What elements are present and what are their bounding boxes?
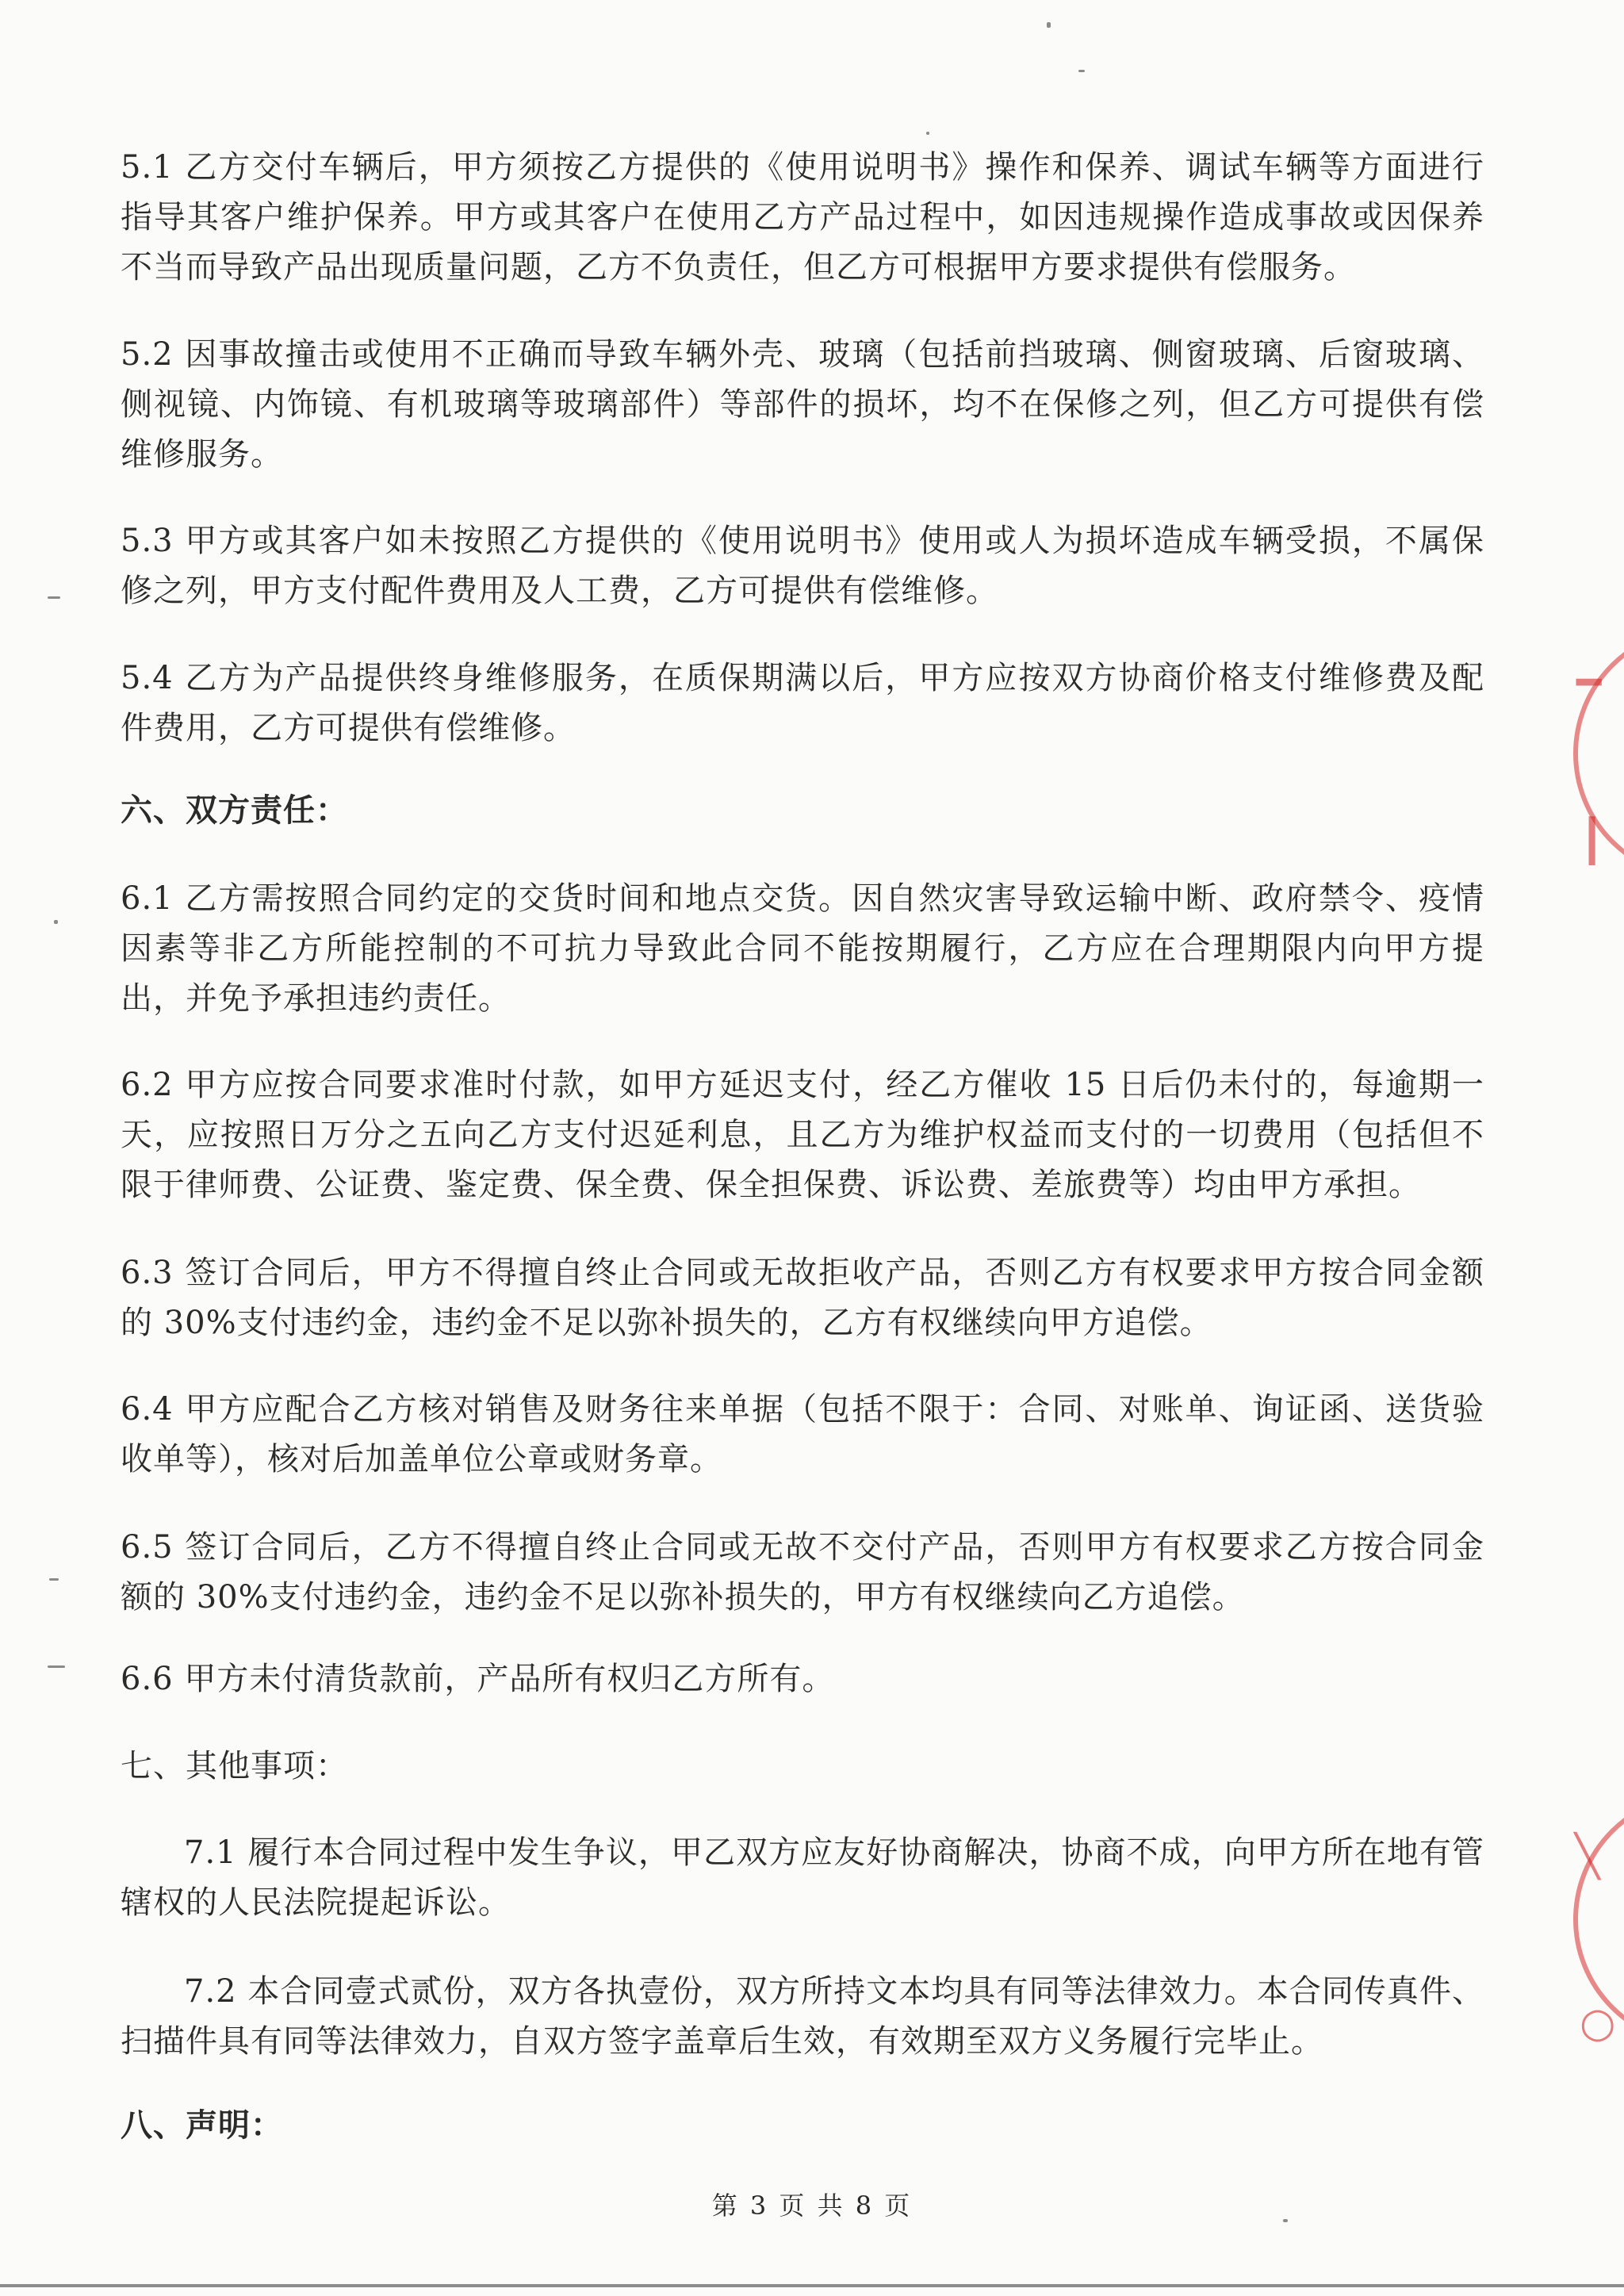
clause-7-2: 7.2 本合同壹式贰份，双方各执壹份，双方所持文本均具有同等法律效力。本合同传真件、扫描件具有同等法律效力，自双方签字盖章后生效，有效期至双方义务履行完毕止。 (121, 1973, 1484, 2060)
clause-5-1: 5.1 乙方交付车辆后，甲方须按乙方提供的《使用说明书》操作和保养、调试车辆等方面进行指导其客户维护保养。甲方或其客户在使用乙方产品过程中，如因违规操作造成事故或因保养不当而导致产品出现质量问题，乙方不负责任，但乙方可根据甲方要求提供有偿服务。 (121, 149, 1484, 286)
clause-5-4: 5.4 乙方为产品提供终身维修服务，在质保期满以后，甲方应按双方协商价格支付维修费及配件费用，乙方可提供有偿维修。 (121, 660, 1484, 746)
clause-5-2: 5.2 因事故撞击或使用不正确而导致车辆外壳、玻璃（包括前挡玻璃、侧窗玻璃、后窗玻璃、侧视镜、内饰镜、有机玻璃等玻璃部件）等部件的损坏，均不在保修之列，但乙方可提供有偿维修服务。 (121, 336, 1484, 473)
section-8-heading: 八、声明： (121, 2106, 283, 2144)
clause-6-4: 6.4 甲方应配合乙方核对销售及财务往来单据（包括不限于：合同、对账单、询证函、送货验收单等），核对后加盖单位公章或财务章。 (121, 1391, 1484, 1478)
seal-mark-top-2: ┃ (1580, 817, 1605, 865)
clause-7-1: 7.1 履行本合同过程中发生争议，甲乙双方应友好协商解决，协商不成，向甲方所在地有管辖权的人民法院提起诉讼。 (121, 1834, 1484, 1921)
seal-mark-bottom-2: ○ (1580, 1999, 1616, 2047)
clause-6-2: 6.2 甲方应按合同要求准时付款，如甲方延迟支付，经乙方催收 15 日后仍未付的，每逾期一天，应按照日万分之五向乙方支付迟延利息，且乙方为维护权益而支付的一切费用（包括但不限于律师费、公证费、鉴定费、保全费、保全担保费、诉讼费、差旅费等）均由甲方承担。 (121, 1067, 1484, 1203)
red-seal-top-partial (1568, 611, 1624, 944)
section-6-heading: 六、双方责任： (121, 792, 348, 829)
scan-speck (1078, 70, 1085, 72)
page-number: 第 3 页 共 8 页 (711, 2191, 913, 2221)
clause-6-1: 6.1 乙方需按照合同约定的交货时间和地点交货。因自然灾害导致运输中断、政府禁令、疫情因素等非乙方所能控制的不可抗力导致此合同不能按期履行，乙方应在合理期限内向甲方提出，并免予承担违约责任。 (121, 880, 1484, 1017)
scan-speck (1283, 2219, 1288, 2222)
scan-speck (48, 596, 60, 599)
clause-6-5: 6.5 签订合同后，乙方不得擅自终止合同或无故不交付产品，否则甲方有权要求乙方按合同金额的 30%支付违约金，违约金不足以弥补损失的，甲方有权继续向乙方追偿。 (121, 1529, 1484, 1616)
clause-5-3: 5.3 甲方或其客户如未按照乙方提供的《使用说明书》使用或人为损坏造成车辆受损，不属保修之列，甲方支付配件费用及人工费，乙方可提供有偿维修。 (121, 523, 1484, 609)
section-7-heading: 七、其他事项： (121, 1748, 348, 1784)
scan-speck (926, 132, 929, 135)
red-seal-bottom-partial (1568, 1769, 1624, 2102)
clause-6-3: 6.3 签订合同后，甲方不得擅自终止合同或无故拒收产品，否则乙方有权要求甲方按合同金额的 30%支付违约金，违约金不足以弥补损失的，乙方有权继续向甲方追偿。 (121, 1255, 1484, 1341)
scan-bottom-edge (0, 2284, 1624, 2287)
clause-6-6: 6.6 甲方未付清货款前，产品所有权归乙方所有。 (121, 1661, 835, 1697)
seal-mark-bottom-1: ╲ (1575, 1832, 1600, 1880)
scan-speck (54, 920, 58, 924)
seal-mark-top-1: ━ (1576, 658, 1602, 707)
scan-speck (1047, 22, 1051, 28)
scan-speck (48, 1665, 65, 1668)
scan-speck (49, 1578, 59, 1581)
